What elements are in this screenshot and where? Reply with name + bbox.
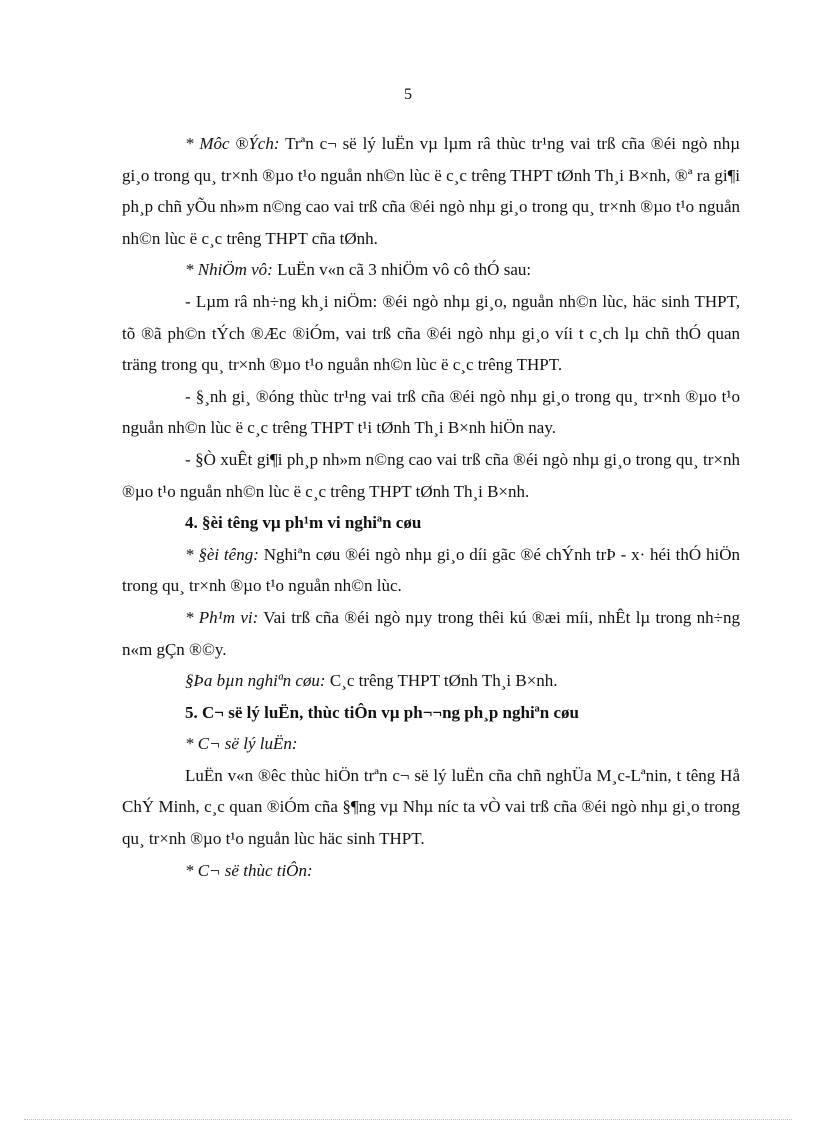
task-item-1: - Lµm râ nh÷ng kh¸i niÖm: ®éi ngò nhµ gi¸o, nguån nh©n lùc, häc sinh THPT, tõ ®ã ph©n tÝch ®Æc ®iÓm, vai trß cña ®éi ngò nhµ gi¸o víi t c¸ch lµ chñ thÓ quan träng trong qu¸ tr×nh ®µo t¹o nguån nh©n lùc ë c¸c trêng THPT.: [122, 291, 740, 375]
theory-basis-paragraph: LuËn v«n ®êc thùc hiÖn trªn c¬ së lý luËn cña chñ nghÜa M¸c-Lªnin, t têng Hå ChÝ Minh, c¸c quan ®iÓm cña §¶ng vµ Nhµ níc ta vÒ vai trß cña ®éi ngò nhµ gi¸o trong qu¸ tr×nh ®µo t¹o nguån lùc häc sinh THPT.: [122, 765, 740, 849]
scope-label: * Ph¹m vi:: [185, 607, 259, 627]
object-paragraph: [122, 539, 740, 602]
section-heading-4: 4. §èi têng vµ ph¹m vi nghiªn cøu: [185, 513, 422, 533]
object-label: * §èi têng:: [185, 544, 259, 564]
page-number: 5: [404, 86, 412, 103]
purpose-label: * Môc ®Ých:: [185, 134, 280, 153]
section-heading-5: 5. C¬ së lý luËn, thùc tiÔn vµ ph¬¬ng ph¸p nghiªn cøu: [185, 702, 579, 722]
scope-paragraph: [122, 602, 740, 665]
practice-basis-label: * C¬ së thùc tiÔn:: [185, 860, 313, 880]
theory-basis-label: * C¬ së lý luËn:: [185, 734, 298, 754]
object-text: Nghiªn cøu ®éi ngò nhµ gi¸o díi gãc ®é chÝnh trÞ - x· héi thÓ hiÖn trong qu¸ tr×nh ®µo t¹o nguån nh©n lùc.: [122, 544, 740, 596]
tasks-label: * NhiÖm vô:: [185, 260, 273, 280]
task-item-2: - §¸nh gi¸ ®óng thùc tr¹ng vai trß cña ®éi ngò nhµ gi¸o trong qu¸ tr×nh ®µo t¹o nguån nh©n lùc ë c¸c trêng THPT t¹i tØnh Th¸i B×nh hiÖn nay.: [122, 386, 740, 438]
tasks-text: LuËn v«n cã 3 nhiÖm vô cô thÓ sau:: [272, 260, 532, 280]
document-body: [122, 128, 740, 886]
footer-divider: [24, 1119, 792, 1120]
area-paragraph: [122, 665, 740, 697]
area-label: §Þa bµn nghiªn cøu:: [185, 671, 326, 691]
purpose-text: Trªn c¬ së lý luËn vµ lµm râ thùc tr¹ng vai trß cña ®éi ngò nhµ gi¸o trong qu¸ tr×nh ®µo t¹o nguån nh©n lùc ë c¸c trêng THPT tØnh Th¸i B×nh, ®ª ra gi¶i ph¸p chñ yÕu nh»m n©ng cao vai trß cña ®éi ngò nhµ gi¸o trong qu¸ tr×nh ®µo t¹o nguån nh©n lùc ë c¸c trêng THPT cña tØnh.: [122, 134, 740, 248]
scope-text: Vai trß cña ®éi ngò nµy trong thêi kú ®æi míi, nhÊt lµ trong nh÷ng n«m gÇn ®©y.: [122, 607, 741, 659]
task-item-3: - §Ò xuÊt gi¶i ph¸p nh»m n©ng cao vai trß cña ®éi ngò nhµ gi¸o trong qu¸ tr×nh ®µo t¹o nguån nh©n lùc ë c¸c trêng THPT tØnh Th¸i B×nh.: [122, 449, 740, 501]
area-text: C¸c trêng THPT tØnh Th¸i B×nh.: [325, 671, 558, 691]
tasks-paragraph: [122, 254, 740, 286]
purpose-paragraph: [122, 128, 740, 254]
